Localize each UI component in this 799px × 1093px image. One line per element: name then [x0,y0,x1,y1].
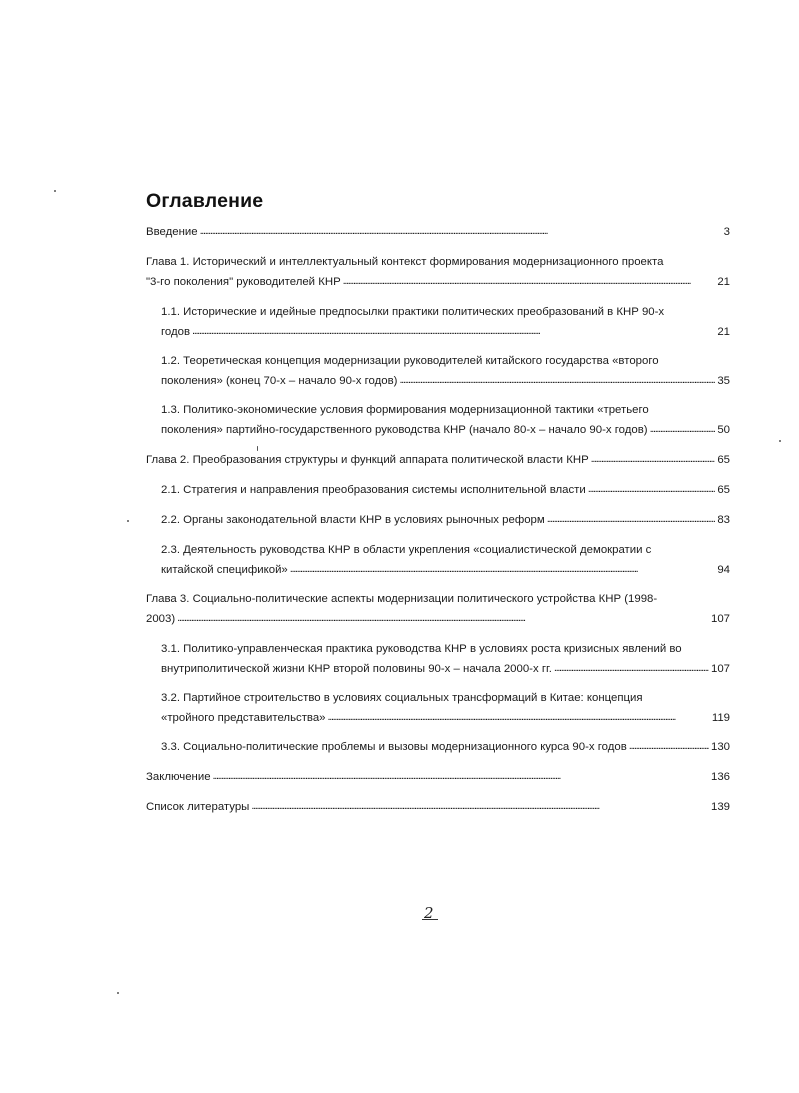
dot-leader [343,271,716,291]
toc-entry-conclusion[interactable] [146,767,730,787]
toc-entry-page: 94 [717,564,730,576]
toc-entry-title: Глава 2. Преобразования структуры и функций аппарата политической власти КНР [146,454,589,466]
toc-entry-title: годов [161,326,191,338]
toc-entry-title-line: 3.1. Политико-управленческая практика руководства КНР в условиях роста кризисных явлений во [161,643,682,655]
toc-entry-section-1-3[interactable] [161,400,730,440]
toc-entry-chapter-3[interactable] [146,589,730,629]
toc-entry-page: 50 [717,424,730,436]
toc-entry-page: 65 [717,454,730,466]
page-number: 2 [424,904,434,922]
toc-entry-title-line: 1.3. Политико-экономические условия формирования модернизационной тактики «третьего [161,404,649,416]
dot-leader [290,559,716,579]
toc-entry-bibliography[interactable] [146,797,730,817]
toc-entry-title-line: Глава 3. Социально-политические аспекты модернизации политического устройства КНР (1998- [146,593,658,605]
toc-entry-section-3-3[interactable] [161,737,730,757]
dot-leader [629,736,709,756]
dot-leader [192,321,715,341]
toc-entry-title-line: Глава 1. Исторический и интеллектуальный контекст формирования модернизационного проекта [146,256,664,268]
toc-entry-title: Заключение [146,771,211,783]
dot-leader [200,221,722,241]
toc-entry-title: «тройного представительства» [161,712,326,724]
dot-leader [591,449,716,469]
toc-entry-page: 3 [723,226,730,238]
toc-entry-section-3-2[interactable] [161,688,730,728]
dot-leader [177,608,709,628]
toc-entry-title: поколения» (конец 70-х – начало 90-х годов) [161,375,398,387]
toc-entry-section-1-2[interactable] [161,351,730,391]
toc-entry-page: 130 [710,741,730,753]
toc-heading: Оглавление [146,190,264,212]
toc-entry-page: 21 [717,326,730,338]
toc-entry-title-line: 1.2. Теоретическая концепция модернизации руководителей китайского государства «второго [161,355,659,367]
dot-leader [251,796,709,816]
toc-entry-title: поколения» партийно-государственного руководства КНР (начало 80-х – начало 90-х годов) [161,424,648,436]
toc-entry-introduction[interactable] [146,222,730,242]
toc-entry-page: 107 [710,663,730,675]
toc-entry-page: 65 [717,484,730,496]
dot-leader [554,658,709,678]
toc-entry-title: китайской спецификой» [161,564,288,576]
toc-entry-chapter-1[interactable] [146,252,730,292]
dot-leader [399,370,715,390]
toc-entry-title: Список литературы [146,801,250,813]
scan-speck [779,440,781,442]
toc-entry-section-3-1[interactable] [161,639,730,679]
toc-entry-page: 35 [717,375,730,387]
scan-speck [257,446,258,451]
toc-entry-page: 136 [710,771,730,783]
toc-entry-title-line: 3.2. Партийное строительство в условиях социальных трансформаций в Китае: концепция [161,692,643,704]
toc-entry-section-2-2[interactable] [161,510,730,530]
toc-entry-chapter-2[interactable] [146,450,730,470]
scan-speck [117,992,119,994]
toc-entry-title: 2.1. Стратегия и направления преобразования системы исполнительной власти [161,484,586,496]
toc-entry-page: 139 [710,801,730,813]
dot-leader [213,766,709,786]
toc-entry-title: внутриполитической жизни КНР второй половины 90-х – начала 2000-х гг. [161,663,552,675]
scan-speck [54,190,56,192]
toc-entry-title: "3-го поколения" руководителей КНР [146,276,341,288]
dot-leader [588,479,716,499]
toc-entry-section-2-1[interactable] [161,480,730,500]
toc-entry-title: Введение [146,226,198,238]
toc-entry-section-2-3[interactable] [161,540,730,580]
toc-entry-page: 119 [711,712,730,724]
dot-leader [547,509,716,529]
toc-entry-section-1-1[interactable] [161,302,730,342]
dot-leader [650,419,716,439]
toc-entry-title-line: 2.3. Деятельность руководства КНР в области укрепления «социалистической демократии с [161,544,652,556]
toc-entry-title-line: 1.1. Исторические и идейные предпосылки практики политических преобразований в КНР 90-х [161,306,665,318]
toc-entry-title: 2.2. Органы законодательной власти КНР в условиях рыночных реформ [161,514,545,526]
scan-speck [127,520,129,522]
toc-entry-title: 3.3. Социально-политические проблемы и вызовы модернизационного курса 90-х годов [161,741,627,753]
toc-entry-page: 83 [717,514,730,526]
toc-entry-page: 21 [717,276,730,288]
dot-leader [328,707,710,727]
toc-entry-page: 107 [710,613,730,625]
toc-entry-title: 2003) [146,613,176,625]
